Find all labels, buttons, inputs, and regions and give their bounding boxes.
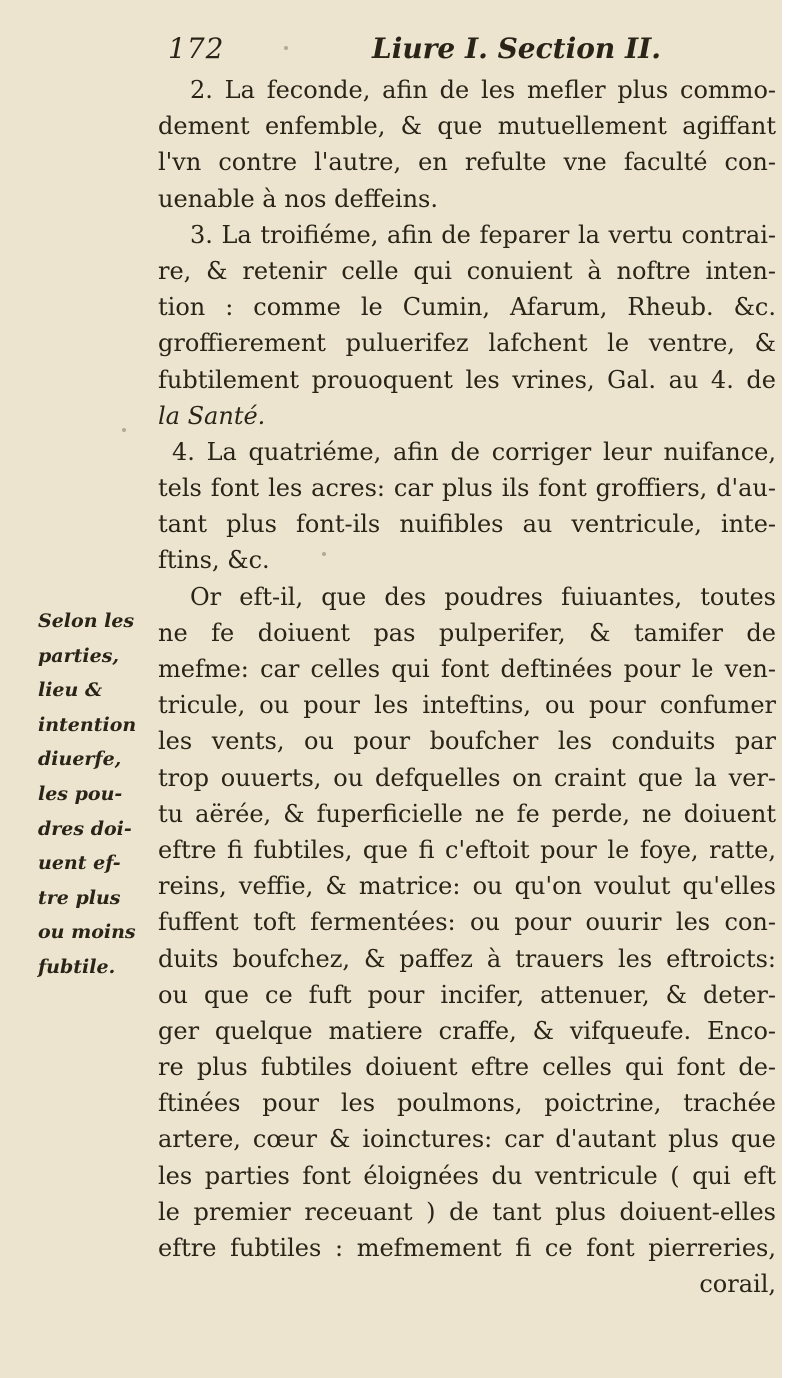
text-line: duits boufchez, & paffez à trauers les eftroicts: (158, 944, 776, 973)
text-line: ftinées pour les poulmons, poictrine, trachée (158, 1089, 776, 1118)
ink-speck (122, 428, 126, 432)
margin-note-line: les pou- (38, 782, 123, 805)
text-line: dement enfemble, & que mutuellement agiffant (158, 112, 776, 141)
catchword: corail, (699, 1270, 776, 1299)
text-line: tion : comme le Cumin, Afarum, Rheub. &c. (158, 293, 776, 322)
text-line: l'vn contre l'autre, en refulte vne faculté con- (158, 148, 776, 177)
page-edge (782, 0, 800, 1378)
text-line: Or eft-il, que des poudres fuiuantes, toutes (190, 582, 776, 611)
ink-speck (322, 552, 326, 556)
text-line: tricule, ou pour les inteftins, ou pour confumer (158, 691, 776, 720)
margin-note-line: parties, (38, 644, 120, 667)
text-line: tu aërée, & fuperficielle ne fe perde, ne doiuent (158, 799, 776, 828)
text-line: tels font les acres: car plus ils font groffiers, d'au- (158, 474, 776, 503)
page-header (168, 26, 768, 70)
text-line: ou que ce fuft pour incifer, attenuer, & deter- (158, 980, 776, 1009)
text-line: 2. La feconde, afin de les mefler plus commo- (190, 76, 776, 104)
margin-note-line: fubtile. (38, 955, 116, 978)
text-line: eftre fi fubtiles, que fi c'eftoit pour le foye, ratte, (158, 835, 776, 864)
margin-note-line: diuerfe, (38, 748, 122, 771)
text-line: reins, veffie, & matrice: ou qu'on voulut qu'elles (158, 872, 776, 901)
text-line: re, & retenir celle qui conuient à noftre inten- (158, 256, 776, 285)
text-line: 3. La troifiéme, afin de feparer la vertu contrai- (190, 220, 776, 249)
text-line: 4. La quatriéme, afin de corriger leur nuifance, (172, 437, 776, 466)
running-title: Liure I. Section II. (372, 32, 661, 65)
text-line: les parties font éloignées du ventricule ( qui eft (158, 1161, 776, 1190)
text-line: ger quelque matiere craffe, & vifqueufe. Enco- (158, 1016, 776, 1045)
margin-note-line: tre plus (38, 886, 121, 909)
text-line: artere, cœur & ioinctures: car d'autant plus que (158, 1125, 776, 1154)
text-line: la Santé. (158, 401, 266, 430)
margin-note-line: ou moins (38, 921, 136, 944)
text-line: trop ouuerts, ou defquelles on craint que la ver- (158, 763, 776, 792)
text-line: le premier receuant ) de tant plus doiuent-elles (158, 1197, 776, 1226)
text-line: tant plus font-ils nuifibles au ventricule, inte- (158, 510, 776, 539)
page-number: 172 (168, 32, 225, 65)
text-line: groffierement puluerifez lafchent le ventre, & (158, 329, 776, 358)
text-line: mefme: car celles qui font deftinées pour le ven- (158, 655, 776, 683)
ink-speck (284, 46, 288, 50)
margin-note (38, 604, 150, 985)
text-line: ftins, &c. (158, 546, 270, 575)
text-line: eftre fubtiles : mefmement fi ce font pierreries, (158, 1234, 776, 1262)
text-line: les vents, ou pour boufcher les conduits par (158, 727, 776, 756)
text-line: fuffent toft fermentées: ou pour ouurir les con- (158, 908, 776, 937)
text-line: ne fe doiuent pas pulperifer, & tamifer de (158, 618, 776, 647)
margin-note-line: intention (38, 713, 137, 736)
body-text (158, 72, 776, 1302)
text-line: fubtilement prouoquent les vrines, Gal. au 4. de (158, 365, 776, 394)
text-line: re plus fubtiles doiuent eftre celles qui font de- (158, 1053, 776, 1082)
margin-note-line: dres doi- (38, 817, 132, 840)
margin-note-line: lieu & (38, 679, 103, 702)
margin-note-line: Selon les (38, 610, 135, 632)
margin-note-line: uent ef- (38, 852, 121, 875)
text-line: uenable à nos deffeins. (158, 184, 438, 213)
